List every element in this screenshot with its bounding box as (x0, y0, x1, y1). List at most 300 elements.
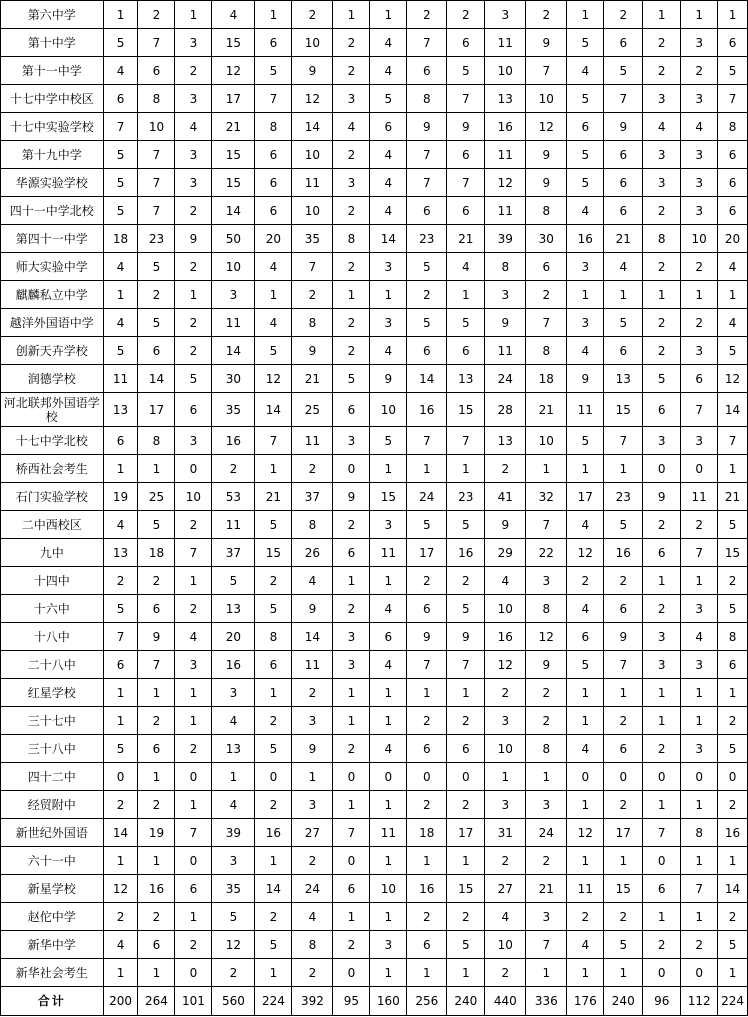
value-cell: 4 (103, 57, 138, 85)
value-cell: 6 (447, 29, 485, 57)
value-cell: 2 (485, 847, 526, 875)
value-cell: 4 (103, 309, 138, 337)
value-cell: 23 (138, 225, 175, 253)
value-cell: 2 (604, 1, 643, 29)
school-name-cell: 二十八中 (1, 651, 104, 679)
value-cell: 17 (567, 483, 604, 511)
value-cell: 2 (407, 903, 447, 931)
value-cell: 1 (447, 679, 485, 707)
value-cell: 2 (447, 791, 485, 819)
value-cell: 3 (175, 427, 212, 455)
value-cell: 2 (333, 141, 370, 169)
value-cell: 7 (526, 57, 567, 85)
value-cell: 4 (681, 113, 718, 141)
value-cell: 4 (447, 253, 485, 281)
value-cell: 6 (407, 931, 447, 959)
value-cell: 1 (370, 707, 407, 735)
value-cell: 1 (485, 763, 526, 791)
value-cell: 2 (643, 197, 681, 225)
value-cell: 32 (526, 483, 567, 511)
value-cell: 1 (604, 281, 643, 309)
value-cell: 8 (255, 623, 292, 651)
value-cell: 9 (138, 623, 175, 651)
table-row (1, 169, 748, 197)
value-cell: 3 (485, 1, 526, 29)
school-name-cell: 四十二中 (1, 763, 104, 791)
value-cell: 7 (604, 85, 643, 113)
value-cell: 1 (103, 959, 138, 987)
value-cell: 1 (567, 1, 604, 29)
value-cell: 8 (255, 113, 292, 141)
value-cell: 7 (407, 141, 447, 169)
value-cell: 2 (643, 595, 681, 623)
value-cell: 9 (447, 623, 485, 651)
value-cell: 11 (485, 197, 526, 225)
value-cell: 5 (175, 365, 212, 393)
table-row (1, 29, 748, 57)
value-cell: 2 (407, 791, 447, 819)
value-cell: 3 (175, 29, 212, 57)
value-cell: 3 (643, 169, 681, 197)
school-name-cell: 新华社会考生 (1, 959, 104, 987)
value-cell: 1 (407, 455, 447, 483)
value-cell: 1 (681, 903, 718, 931)
value-cell: 3 (526, 791, 567, 819)
value-cell: 15 (604, 393, 643, 427)
value-cell: 0 (370, 763, 407, 791)
value-cell: 16 (138, 875, 175, 903)
value-cell: 3 (333, 623, 370, 651)
value-cell: 5 (604, 931, 643, 959)
value-cell: 5 (567, 141, 604, 169)
value-cell: 11 (681, 483, 718, 511)
total-value-cell: 224 (718, 987, 748, 1016)
value-cell: 4 (718, 309, 748, 337)
value-cell: 10 (370, 393, 407, 427)
value-cell: 1 (681, 679, 718, 707)
value-cell: 7 (138, 197, 175, 225)
value-cell: 19 (103, 483, 138, 511)
value-cell: 2 (643, 309, 681, 337)
value-cell: 6 (138, 735, 175, 763)
total-value-cell: 560 (212, 987, 255, 1016)
value-cell: 3 (333, 651, 370, 679)
value-cell: 11 (370, 819, 407, 847)
value-cell: 16 (567, 225, 604, 253)
value-cell: 8 (292, 309, 333, 337)
value-cell: 6 (333, 393, 370, 427)
value-cell: 6 (447, 197, 485, 225)
value-cell: 10 (681, 225, 718, 253)
value-cell: 24 (292, 875, 333, 903)
value-cell: 1 (255, 959, 292, 987)
value-cell: 1 (407, 847, 447, 875)
value-cell: 5 (567, 427, 604, 455)
value-cell: 3 (681, 427, 718, 455)
value-cell: 14 (370, 225, 407, 253)
table-row (1, 281, 748, 309)
value-cell: 6 (255, 141, 292, 169)
value-cell: 2 (526, 707, 567, 735)
value-cell: 53 (212, 483, 255, 511)
value-cell: 14 (255, 875, 292, 903)
value-cell: 2 (333, 735, 370, 763)
value-cell: 4 (370, 651, 407, 679)
total-value-cell: 256 (407, 987, 447, 1016)
value-cell: 1 (643, 281, 681, 309)
value-cell: 15 (447, 875, 485, 903)
value-cell: 2 (485, 679, 526, 707)
value-cell: 4 (567, 931, 604, 959)
value-cell: 3 (175, 169, 212, 197)
value-cell: 7 (681, 393, 718, 427)
value-cell: 16 (447, 539, 485, 567)
value-cell: 7 (643, 819, 681, 847)
value-cell: 13 (103, 539, 138, 567)
value-cell: 5 (407, 511, 447, 539)
table-row (1, 57, 748, 85)
value-cell: 11 (485, 29, 526, 57)
value-cell: 16 (604, 539, 643, 567)
value-cell: 9 (485, 309, 526, 337)
value-cell: 1 (333, 791, 370, 819)
value-cell: 3 (643, 427, 681, 455)
value-cell: 7 (407, 169, 447, 197)
value-cell: 19 (138, 819, 175, 847)
value-cell: 6 (718, 169, 748, 197)
value-cell: 7 (138, 651, 175, 679)
value-cell: 2 (175, 511, 212, 539)
value-cell: 2 (718, 903, 748, 931)
value-cell: 3 (485, 791, 526, 819)
value-cell: 2 (447, 707, 485, 735)
value-cell: 4 (567, 337, 604, 365)
value-cell: 1 (447, 847, 485, 875)
value-cell: 4 (718, 253, 748, 281)
value-cell: 5 (255, 931, 292, 959)
value-cell: 2 (333, 337, 370, 365)
value-cell: 16 (407, 393, 447, 427)
value-cell: 1 (255, 679, 292, 707)
value-cell: 50 (212, 225, 255, 253)
value-cell: 10 (370, 875, 407, 903)
value-cell: 1 (255, 281, 292, 309)
value-cell: 3 (370, 931, 407, 959)
value-cell: 1 (526, 763, 567, 791)
value-cell: 8 (138, 85, 175, 113)
value-cell: 5 (255, 595, 292, 623)
value-cell: 3 (643, 141, 681, 169)
school-name-cell: 桥西社会考生 (1, 455, 104, 483)
school-name-cell: 四十一中学北校 (1, 197, 104, 225)
value-cell: 3 (643, 623, 681, 651)
value-cell: 5 (255, 337, 292, 365)
value-cell: 20 (718, 225, 748, 253)
value-cell: 5 (567, 169, 604, 197)
value-cell: 3 (175, 85, 212, 113)
school-name-cell: 华源实验学校 (1, 169, 104, 197)
value-cell: 6 (407, 57, 447, 85)
value-cell: 1 (407, 959, 447, 987)
value-cell: 1 (681, 847, 718, 875)
value-cell: 6 (604, 197, 643, 225)
value-cell: 9 (567, 365, 604, 393)
value-cell: 21 (255, 483, 292, 511)
table-row (1, 595, 748, 623)
value-cell: 21 (526, 875, 567, 903)
value-cell: 16 (407, 875, 447, 903)
table-row (1, 735, 748, 763)
value-cell: 6 (255, 651, 292, 679)
value-cell: 2 (407, 281, 447, 309)
value-cell: 23 (407, 225, 447, 253)
value-cell: 6 (447, 141, 485, 169)
value-cell: 13 (604, 365, 643, 393)
value-cell: 16 (255, 819, 292, 847)
value-cell: 2 (526, 679, 567, 707)
value-cell: 1 (175, 567, 212, 595)
value-cell: 0 (333, 763, 370, 791)
value-cell: 1 (567, 847, 604, 875)
table-row (1, 337, 748, 365)
school-name-cell: 麒麟私立中学 (1, 281, 104, 309)
value-cell: 0 (718, 763, 748, 791)
school-name-cell: 三十七中 (1, 707, 104, 735)
value-cell: 9 (292, 57, 333, 85)
value-cell: 2 (138, 903, 175, 931)
value-cell: 2 (292, 959, 333, 987)
value-cell: 8 (526, 197, 567, 225)
value-cell: 1 (255, 455, 292, 483)
value-cell: 1 (333, 903, 370, 931)
value-cell: 11 (212, 309, 255, 337)
value-cell: 1 (567, 679, 604, 707)
value-cell: 1 (175, 1, 212, 29)
school-name-cell: 第六中学 (1, 1, 104, 29)
value-cell: 13 (485, 427, 526, 455)
value-cell: 7 (103, 623, 138, 651)
value-cell: 13 (447, 365, 485, 393)
value-cell: 3 (567, 253, 604, 281)
table-row (1, 113, 748, 141)
table-row (1, 141, 748, 169)
value-cell: 12 (212, 57, 255, 85)
value-cell: 2 (643, 337, 681, 365)
value-cell: 4 (103, 253, 138, 281)
value-cell: 17 (447, 819, 485, 847)
table-row (1, 903, 748, 931)
value-cell: 6 (526, 253, 567, 281)
value-cell: 2 (175, 595, 212, 623)
value-cell: 8 (485, 253, 526, 281)
value-cell: 2 (526, 847, 567, 875)
value-cell: 1 (333, 567, 370, 595)
value-cell: 2 (681, 931, 718, 959)
value-cell: 1 (643, 1, 681, 29)
value-cell: 7 (526, 931, 567, 959)
school-name-cell: 河北联邦外国语学校 (1, 393, 104, 427)
value-cell: 9 (526, 651, 567, 679)
value-cell: 16 (718, 819, 748, 847)
table-row (1, 763, 748, 791)
value-cell: 30 (526, 225, 567, 253)
table-row (1, 253, 748, 281)
value-cell: 2 (447, 903, 485, 931)
value-cell: 1 (370, 281, 407, 309)
school-name-cell: 十七中学北校 (1, 427, 104, 455)
value-cell: 11 (292, 651, 333, 679)
value-cell: 6 (718, 141, 748, 169)
value-cell: 16 (485, 623, 526, 651)
value-cell: 5 (103, 735, 138, 763)
value-cell: 7 (407, 29, 447, 57)
value-cell: 4 (681, 623, 718, 651)
value-cell: 1 (138, 455, 175, 483)
value-cell: 14 (407, 365, 447, 393)
school-name-cell: 第十九中学 (1, 141, 104, 169)
value-cell: 6 (567, 623, 604, 651)
value-cell: 1 (681, 567, 718, 595)
value-cell: 27 (292, 819, 333, 847)
value-cell: 6 (138, 57, 175, 85)
value-cell: 6 (175, 875, 212, 903)
value-cell: 2 (103, 567, 138, 595)
value-cell: 11 (103, 365, 138, 393)
value-cell: 4 (255, 253, 292, 281)
value-cell: 5 (103, 595, 138, 623)
value-cell: 12 (292, 85, 333, 113)
value-cell: 4 (212, 707, 255, 735)
value-cell: 6 (103, 427, 138, 455)
value-cell: 3 (485, 707, 526, 735)
value-cell: 5 (103, 197, 138, 225)
value-cell: 6 (333, 875, 370, 903)
value-cell: 5 (718, 595, 748, 623)
table-row (1, 427, 748, 455)
value-cell: 4 (292, 903, 333, 931)
value-cell: 2 (138, 1, 175, 29)
value-cell: 4 (255, 309, 292, 337)
value-cell: 0 (333, 455, 370, 483)
value-cell: 12 (485, 651, 526, 679)
value-cell: 8 (138, 427, 175, 455)
value-cell: 30 (212, 365, 255, 393)
value-cell: 2 (604, 903, 643, 931)
value-cell: 1 (526, 959, 567, 987)
value-cell: 2 (333, 595, 370, 623)
value-cell: 21 (447, 225, 485, 253)
value-cell: 4 (643, 113, 681, 141)
value-cell: 2 (175, 197, 212, 225)
value-cell: 8 (333, 225, 370, 253)
value-cell: 2 (175, 57, 212, 85)
value-cell: 5 (718, 735, 748, 763)
value-cell: 1 (255, 847, 292, 875)
value-cell: 8 (526, 595, 567, 623)
value-cell: 8 (643, 225, 681, 253)
value-cell: 16 (212, 427, 255, 455)
value-cell: 3 (643, 651, 681, 679)
value-cell: 35 (212, 393, 255, 427)
value-cell: 9 (526, 29, 567, 57)
value-cell: 2 (643, 511, 681, 539)
value-cell: 11 (212, 511, 255, 539)
value-cell: 1 (103, 1, 138, 29)
value-cell: 3 (370, 309, 407, 337)
value-cell: 6 (370, 623, 407, 651)
value-cell: 10 (175, 483, 212, 511)
value-cell: 5 (604, 309, 643, 337)
value-cell: 5 (212, 903, 255, 931)
value-cell: 6 (718, 197, 748, 225)
value-cell: 0 (643, 763, 681, 791)
value-cell: 4 (485, 567, 526, 595)
value-cell: 14 (718, 393, 748, 427)
value-cell: 3 (681, 595, 718, 623)
school-name-cell: 十七中学中校区 (1, 85, 104, 113)
value-cell: 2 (292, 847, 333, 875)
value-cell: 12 (526, 113, 567, 141)
total-value-cell: 240 (604, 987, 643, 1016)
value-cell: 2 (138, 707, 175, 735)
value-cell: 6 (604, 595, 643, 623)
value-cell: 9 (604, 113, 643, 141)
value-cell: 2 (292, 1, 333, 29)
table-row (1, 393, 748, 427)
value-cell: 9 (370, 365, 407, 393)
value-cell: 9 (292, 595, 333, 623)
value-cell: 0 (681, 455, 718, 483)
value-cell: 4 (370, 169, 407, 197)
school-name-cell: 六十一中 (1, 847, 104, 875)
value-cell: 23 (604, 483, 643, 511)
value-cell: 5 (604, 57, 643, 85)
value-cell: 6 (567, 113, 604, 141)
value-cell: 9 (292, 337, 333, 365)
value-cell: 5 (447, 931, 485, 959)
table-row (1, 623, 748, 651)
value-cell: 1 (604, 847, 643, 875)
value-cell: 13 (212, 595, 255, 623)
school-name-cell: 十八中 (1, 623, 104, 651)
value-cell: 2 (175, 253, 212, 281)
value-cell: 5 (447, 57, 485, 85)
value-cell: 18 (407, 819, 447, 847)
value-cell: 0 (175, 847, 212, 875)
value-cell: 0 (103, 763, 138, 791)
table-row (1, 225, 748, 253)
value-cell: 24 (526, 819, 567, 847)
value-cell: 0 (643, 455, 681, 483)
value-cell: 12 (103, 875, 138, 903)
value-cell: 22 (526, 539, 567, 567)
school-name-cell: 越洋外国语中学 (1, 309, 104, 337)
value-cell: 1 (255, 1, 292, 29)
value-cell: 2 (292, 679, 333, 707)
value-cell: 2 (447, 1, 485, 29)
value-cell: 6 (407, 337, 447, 365)
value-cell: 4 (212, 1, 255, 29)
value-cell: 12 (526, 623, 567, 651)
value-cell: 7 (103, 113, 138, 141)
value-cell: 9 (643, 483, 681, 511)
value-cell: 4 (370, 141, 407, 169)
value-cell: 39 (212, 819, 255, 847)
value-cell: 13 (103, 393, 138, 427)
value-cell: 5 (255, 57, 292, 85)
value-cell: 2 (255, 791, 292, 819)
value-cell: 1 (718, 455, 748, 483)
